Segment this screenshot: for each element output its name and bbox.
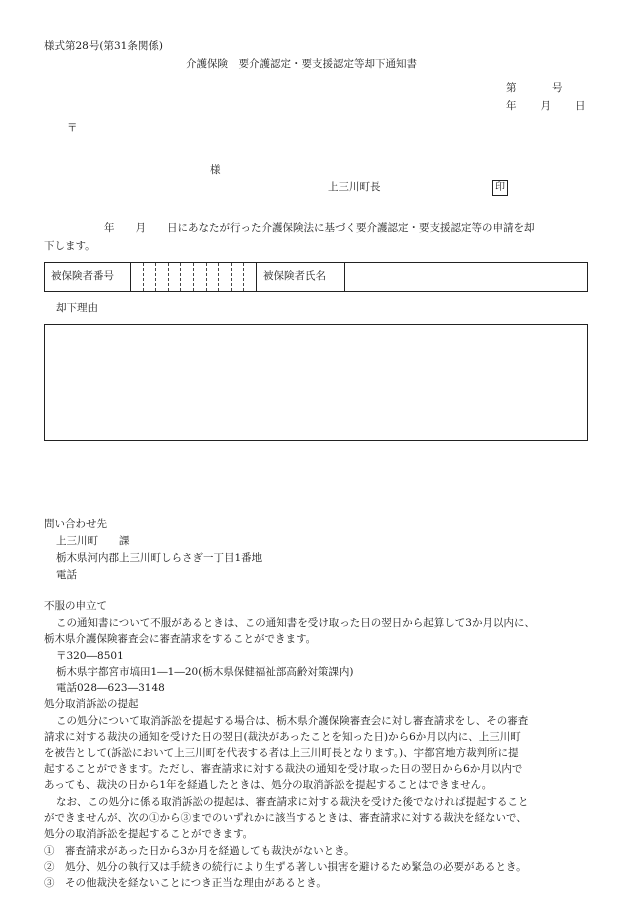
text-line: あっても、裁決の日から1年を経過したときは、処分の取消訴訟を提起することはできません。 [44, 779, 493, 791]
appeal-line-1: この通知書について不服があるときは、この通知書を受け取った日の翌日から起算して3か月以内に、 [56, 617, 535, 629]
digit-box [207, 263, 220, 291]
text-line: 起することができます。ただし、審査請求に対する裁決の通知を受け取った日の翌日から6か月以内で [44, 763, 523, 775]
digit-box [131, 263, 144, 291]
appeal-phone: 電話028―623―3148 [56, 682, 165, 694]
appeal-address: 栃木県宇都宮市塙田1―1―20(栃木県保健福祉部高齢対策課内) [56, 666, 354, 678]
lawsuit-conditions-list [44, 845, 590, 893]
document-title: 介護保険 要介護認定・要支援認定等却下通知書 [186, 58, 417, 70]
appeal-postal: 〒320―8501 [56, 650, 124, 662]
contact-address: 栃木県河内郡上三川町しらさぎ一丁目1番地 [56, 552, 263, 564]
insured-number-label: 被保険者番号 [45, 263, 131, 291]
seal-mark: 印 [492, 180, 508, 196]
list-item: ② 処分、処分の執行又は手続きの続行により生ずる著しい損害を避けるため緊急の必要があるとき。 [44, 861, 527, 873]
intro-line-2: 下します。 [44, 240, 96, 252]
insured-info-table [44, 262, 588, 292]
insured-name-label: 被保険者氏名 [257, 263, 345, 291]
lawsuit-heading: 処分取消訴訟の提起 [44, 698, 139, 710]
intro-line-1: 年 月 日にあなたが行った介護保険法に基づく要介護認定・要支援認定等の申請を却 [104, 222, 535, 234]
document-number: 第 号 [506, 82, 564, 94]
lawsuit-paragraph-2 [44, 796, 590, 844]
contact-heading: 問い合わせ先 [44, 518, 107, 530]
digit-box [156, 263, 169, 291]
reason-label: 却下理由 [56, 302, 98, 314]
insured-number-digits [131, 263, 257, 291]
issue-date: 年 月 日 [506, 100, 587, 112]
digit-box [194, 263, 207, 291]
recipient-honorific: 様 [210, 164, 221, 176]
appeal-line-2: 栃木県介護保険審査会に審査請求をすることができます。 [44, 633, 317, 645]
digit-box [232, 263, 245, 291]
digit-box [219, 263, 232, 291]
digit-box [181, 263, 194, 291]
digit-box [169, 263, 182, 291]
text-line: 請求に対する裁決の通知を受けた日の翌日(裁決があったことを知った日)から6か月以内に、上三川町 [44, 731, 521, 743]
list-item: ① 審査請求があった日から3か月を経過しても裁決がないとき。 [44, 845, 355, 857]
postal-mark: 〒 [67, 122, 78, 134]
contact-phone: 電話 [56, 569, 77, 581]
contact-dept: 上三川町 課 [56, 535, 130, 547]
list-item: ③ その他裁決を経ないことにつき正当な理由があるとき。 [44, 877, 327, 889]
issuer-name: 上三川町長 [328, 181, 381, 193]
text-line: ができませんが、次の①から③までのいずれかに該当するときは、審査請求に対する裁決を経ないで、 [44, 812, 527, 824]
text-line: この処分について取消訴訟を提起する場合は、栃木県介護保険審査会に対し審査請求をし、その審査 [56, 715, 529, 727]
digit-box [244, 263, 256, 291]
insured-name-value [345, 263, 587, 291]
appeal-heading: 不服の申立て [44, 600, 107, 612]
text-line: 処分の取消訴訟を提起することができます。 [44, 828, 254, 840]
text-line: を被告として(訴訟において上三川町を代表する者は上三川町長となります。)、宇都宮地方裁判所に提 [44, 747, 519, 759]
digit-box [144, 263, 157, 291]
lawsuit-paragraph-1 [44, 715, 590, 795]
text-line: なお、この処分に係る取消訴訟の提起は、審査請求に対する裁決を受けた後でなければ提起すること [56, 796, 529, 808]
reason-box [44, 324, 588, 441]
form-number: 様式第28号(第31条関係) [44, 40, 163, 52]
